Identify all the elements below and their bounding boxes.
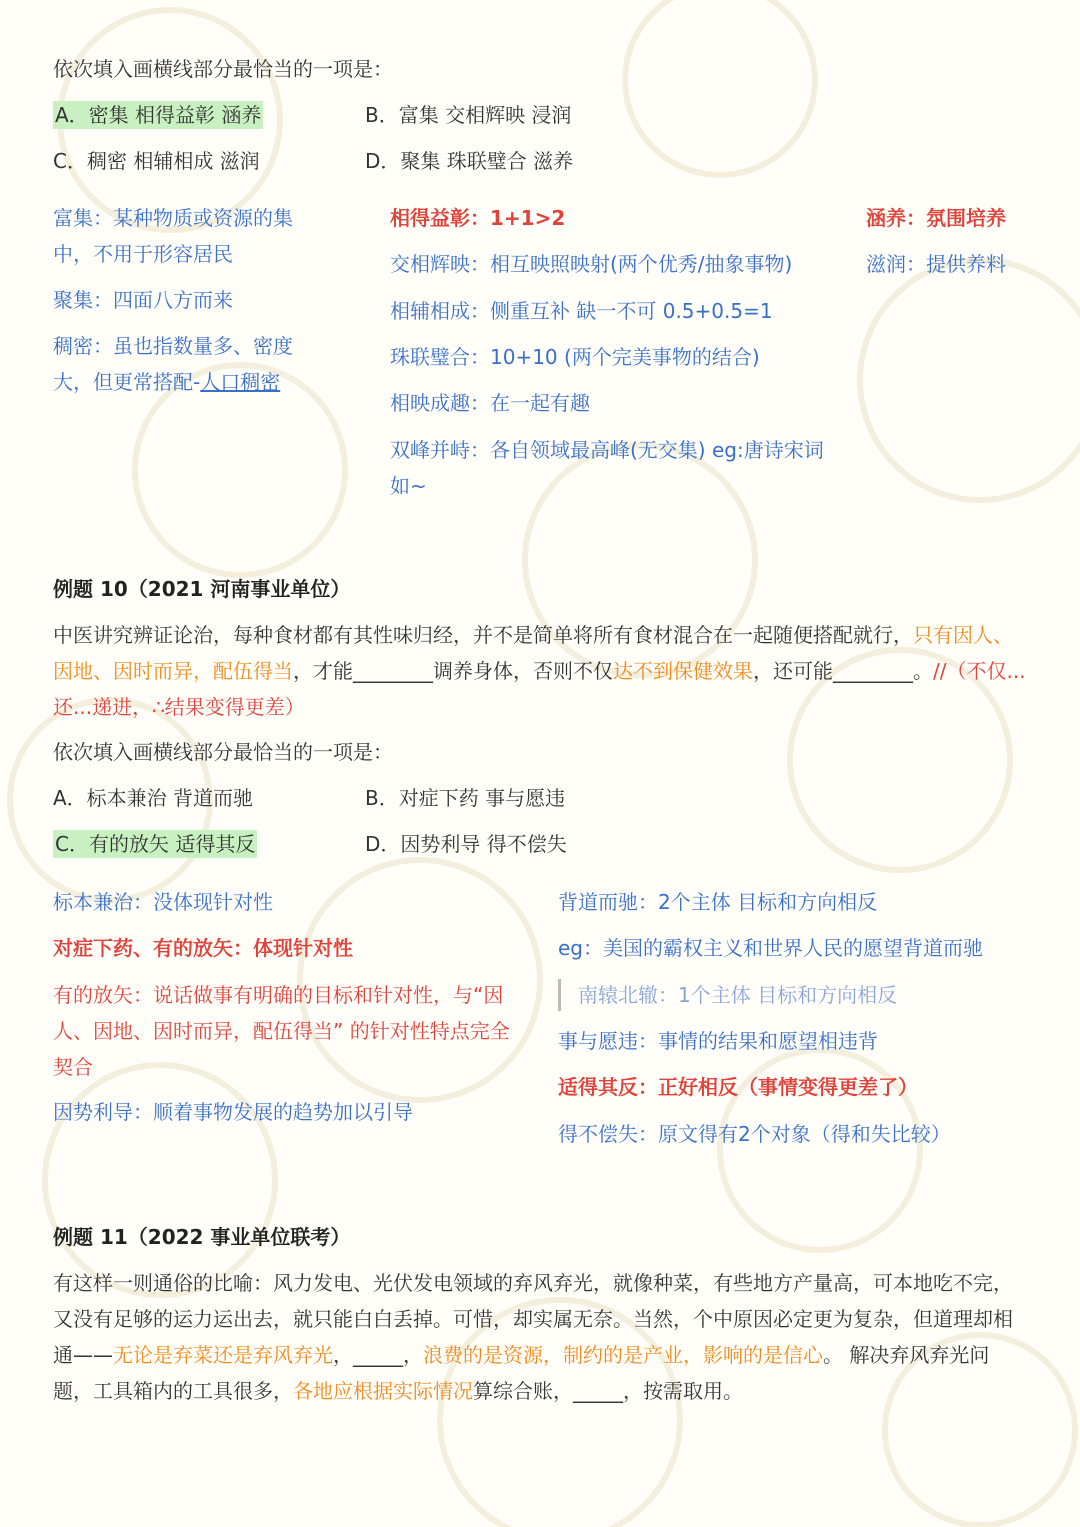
note-jiaoxiang: 交相辉映：相互映照映射(两个优秀/抽象事物)	[390, 252, 793, 276]
note-debu: 得不偿失：原文得有2个对象（得和失比较）	[558, 1122, 951, 1146]
note-choumi: 稠密：虽也指数量多、密度大，但更常搭配-人口稠密	[53, 334, 293, 394]
note-shiyu: 事与愿违：事情的结果和愿望相违背	[558, 1029, 878, 1053]
q10-option-b: B．对症下药 事与愿违	[365, 786, 566, 810]
q10-prompt: 依次填入画横线部分最恰当的一项是：	[53, 740, 393, 764]
note-hanyang: 涵养：氛围培养	[866, 206, 1006, 230]
note-youdi: 有的放矢：说话做事有明确的目标和针对性，与“因人、因地、因时而异，配伍得当” 的针对性特点完全契合	[53, 983, 510, 1079]
note-fuji: 富集：某种物质或资源的集中，不用于形容居民	[53, 206, 293, 266]
note-eg: eg：美国的霸权主义和世界人民的愿望背道而驰	[558, 936, 983, 960]
q9-option-b: B．富集 交相辉映 浸润	[365, 103, 572, 127]
note-shuangfeng: 双峰并峙：各自领域最高峰(无交集) eg:唐诗宋词如~	[390, 438, 824, 498]
q11-stem: 有这样一则通俗的比喻：风力发电、光伏发电领域的弃风弃光，就像种菜，有些地方产量高，可本地吃不完，又没有足够的运力运出去，就只能白白丢掉。可惜，却实属无奈。当然，个中原因必定更为复杂，但道理却相通——无论是弃菜还是弃风弃光，_____，浪费的是资源，制约的是产业，影响的是信心。 解决弃风弃光问题，工具箱内的工具很多，各地应根据实际情况算综合账，_____，按需取用。	[53, 1271, 1013, 1403]
q10-title: 例题 10（2021 河南事业单位）	[53, 577, 351, 601]
note-juji: 聚集：四面八方而来	[53, 288, 233, 312]
note-xiangying: 相映成趣：在一起有趣	[390, 391, 590, 415]
note-zhulian: 珠联璧合：10+10 (两个完美事物的结合)	[390, 345, 760, 369]
note-shide: 适得其反：正好相反（事情变得更差了）	[558, 1075, 918, 1099]
q9-prompt: 依次填入画横线部分最恰当的一项是：	[53, 57, 393, 81]
note-biaoben: 标本兼治：没体现针对性	[53, 890, 273, 914]
q11-title: 例题 11（2022 事业单位联考）	[53, 1225, 351, 1249]
note-nanyuan: 南辕北辙：1个主体 目标和方向相反	[578, 983, 898, 1007]
q10-option-d: D．因势利导 得不偿失	[365, 832, 567, 856]
q10-option-a: A．标本兼治 背道而驰	[53, 786, 254, 810]
q10-option-c: C．有的放矢 适得其反	[55, 832, 256, 856]
note-yinshi: 因势利导：顺着事物发展的趋势加以引导	[53, 1100, 413, 1124]
q9-option-d: D．聚集 珠联璧合 滋养	[365, 149, 574, 173]
note-xiangde: 相得益彰：1+1>2	[390, 206, 566, 230]
quote-bar	[558, 979, 561, 1011]
q9-option-a: A．密集 相得益彰 涵养	[55, 103, 262, 127]
note-beidao: 背道而驰：2个主体 目标和方向相反	[558, 890, 878, 914]
note-duizheng: 对症下药、有的放矢：体现针对性	[53, 936, 353, 960]
q10-stem: 中医讲究辨证论治，每种食材都有其性味归经，并不是简单将所有食材混合在一起随便搭配就行，只有因人、因地、因时而异，配伍得当，才能________调养身体，否则不仅达不到保健效果，还可能________。//（不仅...还...递进，∴结果变得更差）	[53, 623, 1026, 719]
note-ziru: 滋润：提供养料	[866, 252, 1006, 276]
q9-option-c: C．稠密 相辅相成 滋润	[53, 149, 260, 173]
note-xiangfu: 相辅相成：侧重互补 缺一不可 0.5+0.5=1	[390, 299, 773, 323]
